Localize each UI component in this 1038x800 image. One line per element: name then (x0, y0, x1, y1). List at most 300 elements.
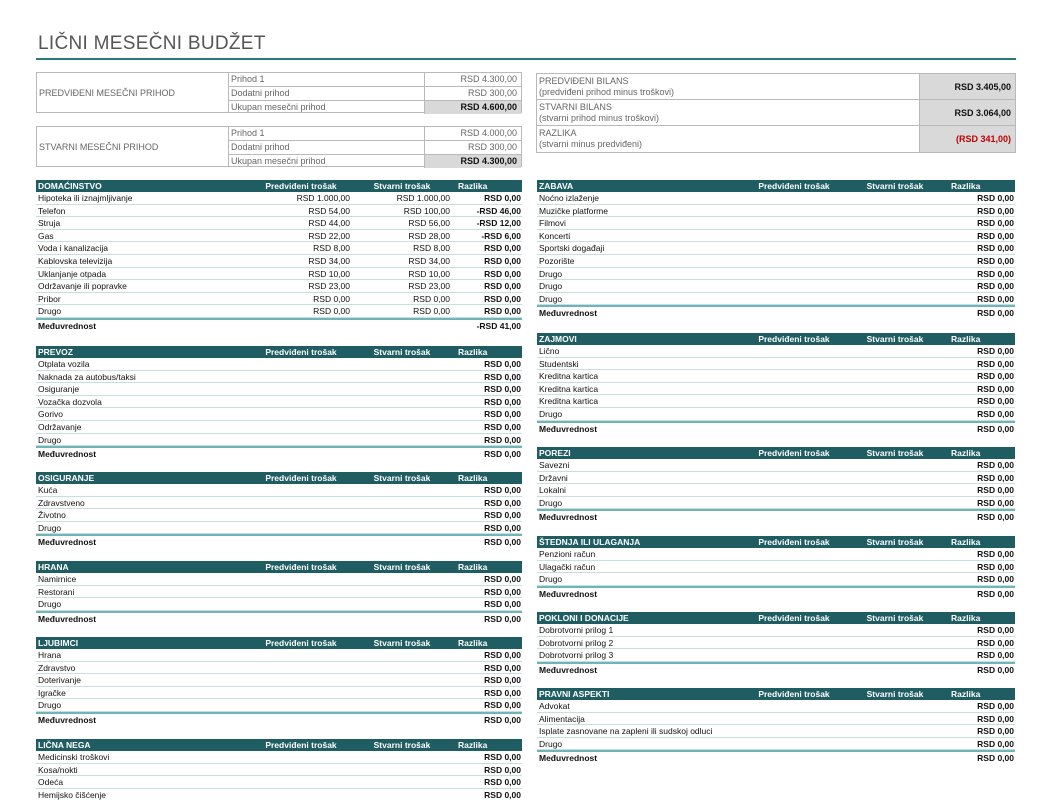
row-label: Studentski (539, 358, 579, 369)
actual-cost-cell[interactable] (845, 383, 945, 395)
actual-cost-cell[interactable] (845, 548, 945, 560)
difference-cell: RSD 0,00 (977, 281, 1014, 292)
table-row[interactable] (36, 396, 522, 409)
row-label: Naknada za autobus/taksi (38, 371, 136, 382)
table-row[interactable] (36, 764, 522, 777)
row-label: Održavanje ili popravke (38, 281, 127, 292)
subtotal-row (36, 318, 522, 331)
table-row[interactable] (537, 370, 1015, 383)
difference-cell: RSD 0,00 (484, 700, 521, 711)
table-row[interactable] (537, 484, 1015, 497)
projected-cost-cell[interactable] (743, 561, 845, 573)
table-row[interactable] (36, 230, 522, 243)
row-label: Drugo (38, 599, 62, 610)
projected-cost-cell[interactable]: RSD 22,00 (308, 230, 350, 241)
row-label: Zdravstvo (38, 662, 76, 673)
category-prevoz (36, 346, 522, 459)
category-header (36, 180, 522, 192)
subtotal-value: RSD 0,00 (484, 714, 521, 725)
difference-cell: RSD 0,00 (484, 752, 521, 762)
table-row[interactable] (537, 700, 1015, 713)
projected-cost-cell[interactable] (250, 764, 352, 776)
income-row[interactable]: Dodatni prihod RSD 300,00 (229, 141, 521, 155)
table-row[interactable] (537, 230, 1015, 243)
projected-cost-cell[interactable] (250, 358, 352, 370)
table-row[interactable] (36, 408, 522, 421)
actual-cost-cell[interactable] (845, 268, 945, 280)
actual-cost-cell[interactable] (352, 383, 452, 395)
projected-cost-cell[interactable] (743, 395, 845, 407)
table-row[interactable] (537, 217, 1015, 230)
actual-cost-cell[interactable] (845, 293, 945, 305)
projected-cost-cell[interactable]: RSD 0,00 (313, 293, 350, 304)
table-row[interactable] (537, 293, 1015, 306)
column-header-projected: Predviđeni trošak (758, 448, 830, 458)
table-row[interactable] (537, 205, 1015, 218)
table-row[interactable] (36, 776, 522, 789)
table-row[interactable] (36, 573, 522, 586)
difference-cell: RSD 0,00 (484, 359, 521, 369)
actual-cost-cell[interactable] (352, 522, 452, 534)
actual-cost-cell[interactable] (845, 255, 945, 267)
row-label: Advokat (539, 701, 570, 711)
row-label: Održavanje (38, 421, 82, 432)
projected-cost-cell[interactable] (743, 408, 845, 420)
actual-cost-cell[interactable] (845, 408, 945, 420)
projected-cost-cell[interactable] (250, 598, 352, 610)
table-row[interactable] (537, 395, 1015, 408)
actual-cost-cell[interactable]: RSD 28,00 (408, 230, 450, 241)
category-zajmovi (537, 333, 1015, 433)
table-row[interactable] (36, 293, 522, 306)
table-row[interactable] (36, 649, 522, 662)
projected-cost-cell[interactable] (250, 751, 352, 763)
category-title: OSIGURANJE (38, 473, 95, 483)
difference-cell: RSD 0,00 (484, 662, 521, 673)
table-row[interactable] (36, 434, 522, 447)
actual-cost-cell[interactable] (352, 789, 452, 800)
row-label: Drugo (539, 268, 563, 279)
actual-cost-cell[interactable] (352, 776, 452, 788)
table-row[interactable] (537, 242, 1015, 255)
difference-cell: RSD 0,00 (484, 599, 521, 610)
row-label: Voda i kanalizacija (38, 243, 108, 254)
column-header-actual: Stvarni trošak (373, 347, 431, 357)
column-header-difference: Razlika (458, 347, 488, 357)
actual-cost-cell[interactable] (352, 674, 452, 686)
projected-cost-cell[interactable] (250, 687, 352, 699)
difference-cell: RSD 0,00 (977, 408, 1014, 419)
table-row[interactable] (537, 472, 1015, 485)
actual-cost-cell[interactable] (845, 217, 945, 229)
projected-cost-cell[interactable] (250, 421, 352, 433)
actual-cost-cell[interactable]: RSD 0,00 (413, 306, 450, 317)
actual-cost-cell[interactable] (352, 484, 452, 496)
table-row[interactable] (36, 268, 522, 281)
column-header-actual: Stvarni trošak (866, 181, 924, 191)
actual-cost-cell[interactable] (845, 624, 945, 636)
actual-cost-cell[interactable] (352, 649, 452, 661)
row-label: Drugo (38, 434, 62, 445)
row-label: Koncerti (539, 230, 571, 241)
column-header-projected: Predviđeni trošak (758, 181, 830, 191)
difference-cell: RSD 0,00 (977, 485, 1014, 496)
table-row[interactable] (537, 408, 1015, 421)
projected-cost-cell[interactable] (743, 230, 845, 242)
table-row[interactable] (537, 713, 1015, 726)
actual-cost-cell[interactable] (845, 472, 945, 484)
actual-cost-cell[interactable] (352, 751, 452, 763)
column-header-projected: Predviđeni trošak (265, 473, 337, 483)
projected-cost-cell[interactable] (743, 192, 845, 204)
table-row[interactable] (36, 358, 522, 371)
actual-cost-cell[interactable] (845, 700, 945, 712)
column-header-projected: Predviđeni trošak (265, 562, 337, 572)
income-total-row: Ukupan mesečni prihod RSD 4.300,00 (229, 155, 521, 168)
row-label: Lično (539, 346, 560, 356)
actual-cost-cell[interactable] (845, 205, 945, 217)
category-title: ZAJMOVI (539, 334, 577, 344)
projected-cost-cell[interactable] (743, 255, 845, 267)
difference-cell: RSD 0,00 (484, 764, 521, 775)
column-header-difference: Razlika (458, 181, 488, 191)
actual-cost-cell[interactable] (845, 637, 945, 649)
actual-cost-cell[interactable] (352, 371, 452, 383)
difference-cell: RSD 0,00 (977, 497, 1014, 508)
projected-cost-cell[interactable] (743, 205, 845, 217)
table-row[interactable] (537, 280, 1015, 293)
subtotal-value: RSD 0,00 (977, 308, 1014, 319)
subtotal-row (537, 662, 1015, 675)
projected-cost-cell[interactable] (743, 624, 845, 636)
subtotal-row (537, 305, 1015, 318)
row-label: Pozorište (539, 255, 575, 266)
projected-income-label: PREDVIĐENI MESEČNI PRIHOD (37, 73, 229, 112)
projected-cost-cell[interactable] (250, 662, 352, 674)
projected-cost-cell[interactable] (743, 649, 845, 661)
projected-cost-cell[interactable] (743, 268, 845, 280)
projected-cost-cell[interactable]: RSD 1.000,00 (296, 193, 350, 203)
row-label: Drugo (539, 281, 563, 292)
row-label: Otplata vozila (38, 359, 90, 369)
column-header-projected: Predviđeni trošak (265, 638, 337, 648)
category-stednja-ili-ulaganja (537, 536, 1015, 598)
column-header-projected: Predviđeni trošak (758, 537, 830, 547)
projected-cost-cell[interactable] (250, 573, 352, 585)
table-row[interactable] (36, 522, 522, 535)
subtotal-value: RSD 0,00 (484, 537, 521, 548)
projected-cost-cell[interactable] (743, 700, 845, 712)
table-row[interactable] (36, 217, 522, 230)
projected-cost-cell[interactable] (250, 408, 352, 420)
table-row[interactable] (537, 573, 1015, 586)
subtotal-label: Međuvrednost (38, 449, 97, 459)
projected-cost-cell[interactable]: RSD 23,00 (308, 281, 350, 292)
actual-cost-cell[interactable] (352, 687, 452, 699)
row-label: Telefon (38, 205, 66, 216)
actual-cost-cell[interactable]: RSD 1.000,00 (396, 193, 450, 203)
row-label: Savezni (539, 460, 570, 470)
projected-cost-cell[interactable] (250, 484, 352, 496)
table-row[interactable] (537, 725, 1015, 738)
actual-cost-cell[interactable] (845, 230, 945, 242)
projected-cost-cell[interactable] (250, 776, 352, 788)
table-row[interactable] (36, 484, 522, 497)
actual-cost-cell[interactable] (845, 370, 945, 382)
difference-cell: RSD 0,00 (977, 574, 1014, 585)
actual-cost-cell[interactable] (845, 573, 945, 585)
actual-cost-cell[interactable] (352, 764, 452, 776)
actual-cost-cell[interactable]: RSD 0,00 (413, 293, 450, 304)
projected-cost-cell[interactable] (743, 548, 845, 560)
actual-cost-cell[interactable]: RSD 23,00 (408, 281, 450, 292)
balance-row-projected: PREDVIĐENI BILANS (predviđeni prihod minus troškovi) RSD 3.405,00 (537, 74, 1015, 100)
actual-cost-cell[interactable] (845, 395, 945, 407)
table-row[interactable] (36, 497, 522, 510)
projected-cost-cell[interactable] (743, 738, 845, 750)
table-row[interactable] (537, 192, 1015, 205)
difference-cell: -RSD 46,00 (476, 205, 521, 216)
projected-cost-cell[interactable] (743, 293, 845, 305)
projected-cost-cell[interactable]: RSD 54,00 (308, 205, 350, 216)
actual-income-box (36, 126, 522, 167)
column-header-difference: Razlika (458, 740, 488, 750)
row-label: Hrana (38, 650, 62, 660)
category-title: PRAVNI ASPEKTI (539, 689, 610, 699)
table-row[interactable] (36, 255, 522, 268)
difference-cell: RSD 0,00 (484, 687, 521, 698)
table-row[interactable] (36, 789, 522, 800)
table-row[interactable] (36, 751, 522, 764)
row-label: Doterivanje (38, 675, 81, 686)
actual-cost-cell[interactable]: RSD 100,00 (403, 205, 450, 216)
row-label: Gas (38, 230, 54, 241)
subtotal-label: Međuvrednost (539, 588, 598, 599)
table-row[interactable] (36, 699, 522, 712)
table-row[interactable] (36, 305, 522, 318)
actual-cost-cell[interactable] (352, 573, 452, 585)
category-title: ZABAVA (539, 181, 574, 191)
actual-cost-cell[interactable] (352, 434, 452, 446)
category-header (537, 180, 1015, 192)
table-row[interactable] (537, 548, 1015, 561)
projected-cost-cell[interactable] (743, 358, 845, 370)
table-row[interactable] (36, 205, 522, 218)
table-row[interactable] (36, 598, 522, 611)
projected-cost-cell[interactable] (250, 674, 352, 686)
column-header-actual: Stvarni trošak (866, 334, 924, 344)
projected-cost-cell[interactable] (250, 434, 352, 446)
projected-cost-cell[interactable] (743, 459, 845, 471)
actual-cost-cell[interactable] (845, 345, 945, 357)
projected-cost-cell[interactable] (250, 522, 352, 534)
projected-cost-cell[interactable] (743, 713, 845, 725)
subtotal-value: RSD 0,00 (977, 664, 1014, 675)
category-title: HRANA (38, 562, 69, 572)
projected-cost-cell[interactable] (250, 371, 352, 383)
category-title: POREZI (539, 448, 571, 458)
actual-cost-cell[interactable] (352, 509, 452, 521)
actual-cost-cell[interactable] (845, 192, 945, 204)
category-title: ŠTEDNJA ILI ULAGANJA (539, 537, 641, 547)
actual-income-label: STVARNI MESEČNI PRIHOD (37, 127, 229, 166)
projected-cost-cell[interactable] (250, 586, 352, 598)
column-header-actual: Stvarni trošak (373, 562, 431, 572)
actual-cost-cell[interactable] (352, 396, 452, 408)
projected-cost-cell[interactable] (250, 509, 352, 521)
difference-cell: RSD 0,00 (484, 371, 521, 382)
subtotal-value: -RSD 41,00 (476, 320, 521, 331)
actual-cost-cell[interactable] (352, 497, 452, 509)
difference-cell: RSD 0,00 (977, 738, 1014, 749)
row-label: Drugo (539, 408, 563, 419)
table-row[interactable] (36, 509, 522, 522)
actual-cost-cell[interactable] (845, 280, 945, 292)
table-row[interactable] (36, 586, 522, 599)
projected-cost-cell[interactable]: RSD 10,00 (308, 268, 350, 279)
actual-cost-cell[interactable] (845, 358, 945, 370)
table-row[interactable] (36, 192, 522, 205)
table-row[interactable] (537, 649, 1015, 662)
actual-cost-cell[interactable] (845, 725, 945, 737)
row-label: Drugo (539, 293, 563, 304)
actual-cost-cell[interactable] (845, 713, 945, 725)
table-row[interactable] (36, 662, 522, 675)
row-label: Kablovska televizija (38, 255, 113, 266)
row-label: Gorivo (38, 409, 64, 420)
subtotal-value: RSD 0,00 (484, 613, 521, 624)
actual-cost-cell[interactable] (845, 738, 945, 750)
subtotal-label: Međuvrednost (38, 537, 97, 547)
income-row[interactable]: Dodatni prihod RSD 300,00 (229, 87, 521, 101)
projected-cost-cell[interactable] (743, 345, 845, 357)
difference-cell: RSD 0,00 (977, 383, 1014, 394)
subtotal-value: RSD 0,00 (977, 423, 1014, 434)
projected-cost-cell[interactable]: RSD 8,00 (313, 243, 350, 254)
projected-cost-cell[interactable]: RSD 0,00 (313, 306, 350, 317)
projected-cost-cell[interactable] (743, 383, 845, 395)
actual-cost-cell[interactable] (845, 484, 945, 496)
projected-cost-cell[interactable] (250, 789, 352, 800)
projected-cost-cell[interactable]: RSD 44,00 (308, 218, 350, 229)
table-row[interactable] (36, 687, 522, 700)
projected-cost-cell[interactable] (743, 472, 845, 484)
table-row[interactable] (537, 561, 1015, 574)
column-header-actual: Stvarni trošak (373, 473, 431, 483)
difference-cell: RSD 0,00 (484, 574, 521, 584)
actual-cost-cell[interactable] (352, 586, 452, 598)
difference-cell: RSD 0,00 (977, 358, 1014, 369)
projected-cost-cell[interactable] (743, 280, 845, 292)
income-row[interactable]: Prihod 1 RSD 4.300,00 (229, 73, 521, 87)
actual-cost-cell[interactable] (845, 497, 945, 509)
difference-cell: RSD 0,00 (484, 293, 521, 304)
projected-cost-cell[interactable] (743, 637, 845, 649)
table-row[interactable] (537, 624, 1015, 637)
projected-cost-cell[interactable] (743, 484, 845, 496)
difference-cell: RSD 0,00 (977, 193, 1014, 203)
projected-cost-cell[interactable] (743, 497, 845, 509)
table-row[interactable] (36, 674, 522, 687)
table-row[interactable] (537, 383, 1015, 396)
actual-cost-cell[interactable] (352, 358, 452, 370)
difference-cell: RSD 0,00 (977, 243, 1014, 254)
actual-cost-cell[interactable]: RSD 56,00 (408, 218, 450, 229)
row-label: Drugo (38, 306, 62, 317)
row-label: Dobrotvorni prilog 1 (539, 625, 614, 635)
table-row[interactable] (537, 738, 1015, 751)
difference-cell: RSD 0,00 (484, 421, 521, 432)
table-row[interactable] (537, 637, 1015, 650)
projected-cost-cell[interactable] (743, 217, 845, 229)
projected-cost-cell[interactable] (250, 383, 352, 395)
balance-value: (RSD 341,00) (920, 126, 1015, 152)
actual-cost-cell[interactable] (352, 662, 452, 674)
actual-cost-cell[interactable] (352, 408, 452, 420)
table-row[interactable] (36, 421, 522, 434)
row-label: Kosa/nokti (38, 764, 78, 775)
difference-cell: -RSD 12,00 (476, 218, 521, 229)
table-row[interactable] (36, 383, 522, 396)
projected-cost-cell[interactable] (743, 242, 845, 254)
actual-cost-cell[interactable]: RSD 34,00 (408, 255, 450, 266)
projected-cost-cell[interactable] (743, 573, 845, 585)
table-row[interactable] (537, 497, 1015, 510)
column-header-difference: Razlika (458, 562, 488, 572)
projected-cost-cell[interactable] (250, 497, 352, 509)
difference-cell: RSD 0,00 (484, 396, 521, 407)
table-row[interactable] (537, 255, 1015, 268)
projected-cost-cell[interactable] (743, 725, 845, 737)
row-label: Hemijsko čišćenje (38, 789, 107, 800)
projected-cost-cell[interactable] (250, 396, 352, 408)
category-pokloni-i-donacije (537, 612, 1015, 674)
subtotal-row (537, 421, 1015, 434)
table-row[interactable] (36, 280, 522, 293)
actual-cost-cell[interactable] (352, 699, 452, 711)
actual-cost-cell[interactable] (845, 242, 945, 254)
actual-cost-cell[interactable] (352, 421, 452, 433)
difference-cell: RSD 0,00 (484, 522, 521, 533)
actual-cost-cell[interactable] (845, 561, 945, 573)
table-row[interactable] (36, 242, 522, 255)
projected-cost-cell[interactable] (250, 649, 352, 661)
income-row[interactable]: Prihod 1 RSD 4.000,00 (229, 127, 521, 141)
table-row[interactable] (537, 358, 1015, 371)
actual-cost-cell[interactable] (845, 649, 945, 661)
actual-cost-cell[interactable]: RSD 8,00 (413, 243, 450, 254)
column-header-difference: Razlika (458, 473, 488, 483)
row-label: Muzičke platforme (539, 205, 608, 216)
row-label: Sportski događaji (539, 243, 605, 254)
table-row[interactable] (537, 345, 1015, 358)
subtotal-label: Međuvrednost (38, 320, 97, 331)
projected-cost-cell[interactable] (743, 370, 845, 382)
difference-cell: RSD 0,00 (977, 472, 1014, 483)
difference-cell: RSD 0,00 (977, 549, 1014, 559)
projected-cost-cell[interactable] (250, 699, 352, 711)
actual-cost-cell[interactable] (845, 459, 945, 471)
actual-cost-cell[interactable] (352, 598, 452, 610)
difference-cell: RSD 0,00 (484, 243, 521, 254)
projected-cost-cell[interactable]: RSD 34,00 (308, 255, 350, 266)
table-row[interactable] (537, 268, 1015, 281)
table-row[interactable] (36, 371, 522, 384)
table-row[interactable] (537, 459, 1015, 472)
category-licna-nega (36, 739, 522, 800)
actual-cost-cell[interactable]: RSD 10,00 (408, 268, 450, 279)
row-label: Drugo (38, 522, 62, 533)
